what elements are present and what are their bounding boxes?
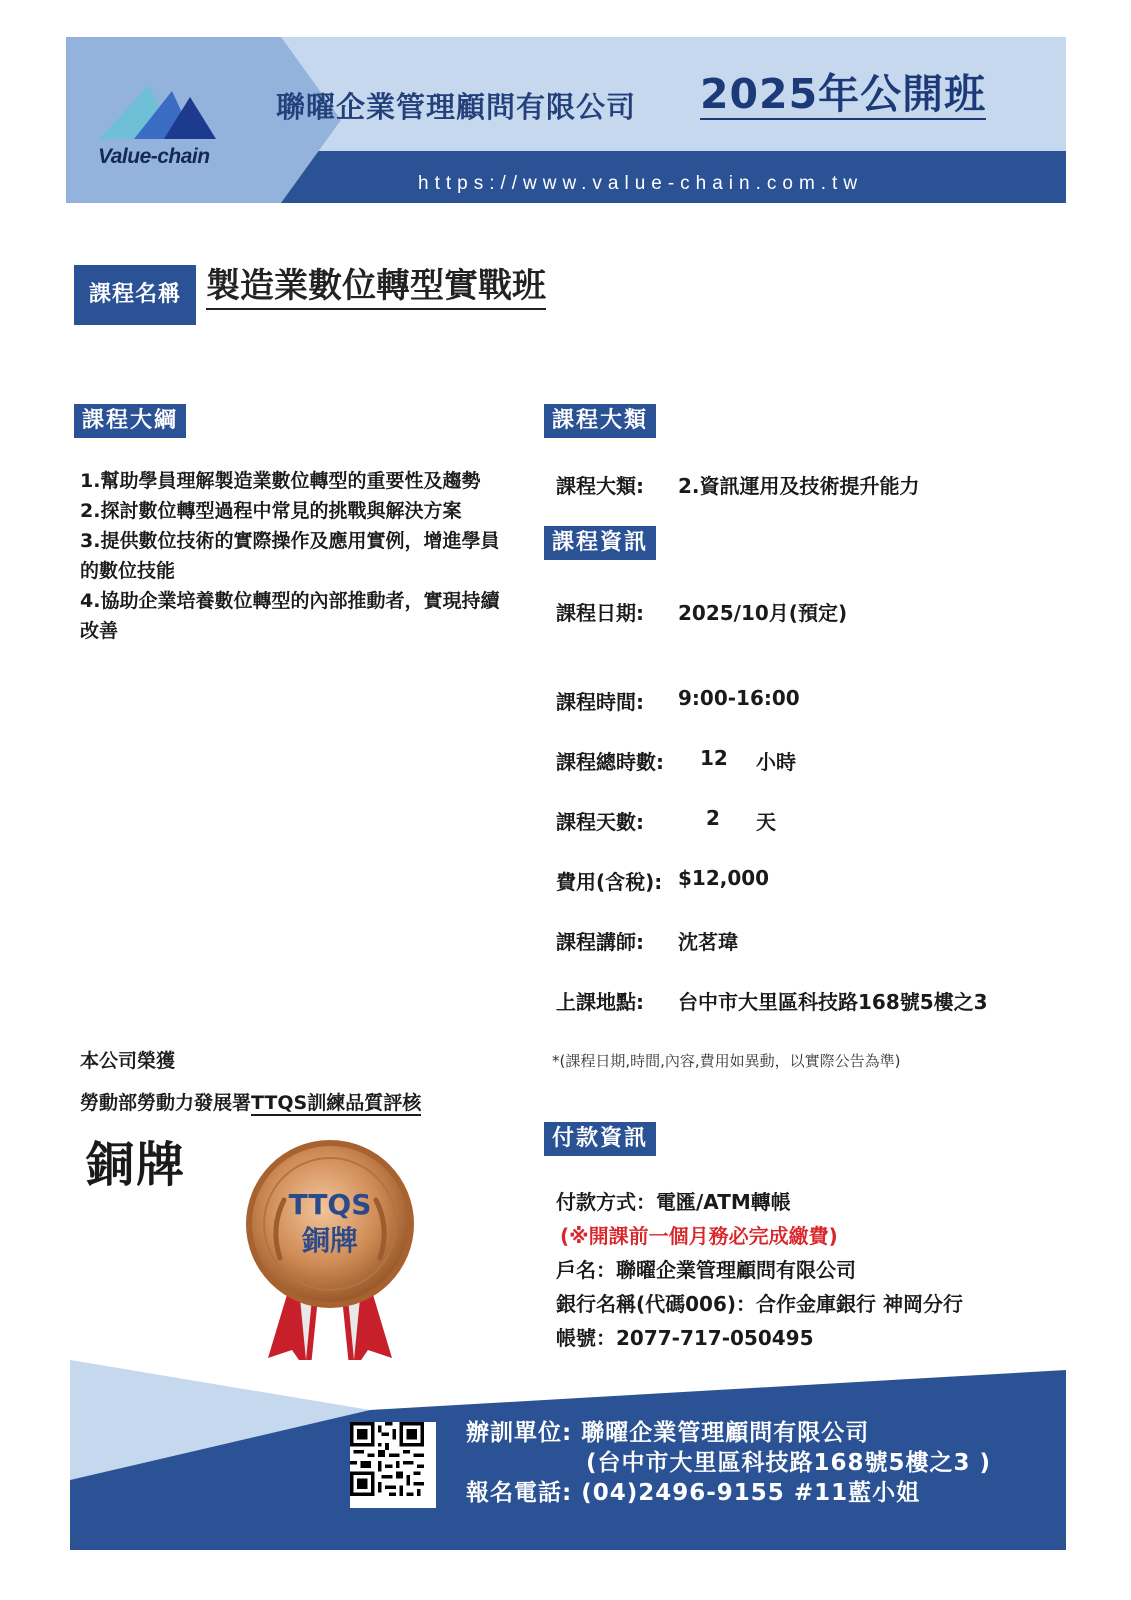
location-row — [556, 986, 988, 1015]
location-key: 上課地點: — [556, 990, 644, 1014]
days-row — [556, 806, 776, 835]
time-row — [556, 686, 800, 715]
logo-text: Value-chain — [98, 145, 210, 168]
hours-row — [556, 746, 796, 775]
course-name-label: 課程名稱 — [74, 265, 196, 325]
date-value: 2025/10月(預定) — [678, 601, 848, 625]
teacher-value: 沈茗瑋 — [678, 930, 738, 954]
honor-line1: 本公司榮獲 — [80, 1050, 176, 1072]
medal-line1: TTQS — [288, 1188, 372, 1221]
teacher-key: 課程講師: — [556, 930, 644, 954]
header-banner — [66, 37, 1066, 203]
website-url[interactable]: https://www.value-chain.com.tw — [418, 173, 864, 194]
footer-organizer: 辦訓單位: 聯曜企業管理顧問有限公司 — [466, 1420, 870, 1446]
date-row — [556, 597, 848, 626]
value-chain-logo-icon — [94, 77, 224, 143]
payment-method: 付款方式：電匯/ATM轉帳 — [556, 1190, 791, 1214]
days-value: 2 — [706, 806, 720, 830]
category-tag: 課程大類 — [544, 404, 656, 438]
category-value: 2.資訊運用及技術提升能力 — [678, 474, 920, 498]
days-unit: 天 — [756, 810, 776, 834]
outline-list — [80, 466, 510, 646]
location-value: 台中市大里區科技路168號5樓之3 — [678, 990, 988, 1014]
year-title: 2025年公開班 — [700, 71, 986, 120]
fee-key: 費用(含稅): — [556, 870, 663, 894]
honor-line2 — [80, 1088, 421, 1115]
hours-value: 12 — [700, 746, 728, 770]
time-key: 課程時間: — [556, 690, 644, 714]
account-name: 戶名：聯曜企業管理顧問有限公司 — [556, 1258, 856, 1282]
teacher-row — [556, 926, 738, 955]
time-value: 9:00-16:00 — [678, 686, 800, 710]
disclaimer-note: *(課程日期,時間,內容,費用如異動，以實際公告為準) — [552, 1052, 901, 1070]
footer-address: (台中市大里區科技路168號5樓之3 ) — [586, 1450, 992, 1476]
payment-warning: (※開課前一個月務必完成繳費) — [560, 1224, 838, 1248]
outline-item: 1.幫助學員理解製造業數位轉型的重要性及趨勢 — [80, 470, 481, 492]
bronze-title: 銅牌 — [86, 1137, 187, 1193]
company-name: 聯曜企業管理顧問有限公司 — [276, 90, 637, 124]
outline-tag: 課程大綱 — [74, 404, 186, 438]
days-key: 課程天數: — [556, 810, 644, 834]
hours-unit: 小時 — [756, 750, 796, 774]
footer-banner — [70, 1360, 1066, 1550]
account-number: 帳號：2077-717-050495 — [556, 1326, 814, 1350]
outline-item: 4.協助企業培養數位轉型的內部推動者，實現持續改善 — [80, 590, 500, 642]
footer-phone[interactable]: 報名電話: (04)2496-9155 #11藍小姐 — [466, 1480, 921, 1506]
date-key: 課程日期: — [556, 601, 644, 625]
bank-name: 銀行名稱(代碼006)：合作金庫銀行 神岡分行 — [556, 1292, 963, 1316]
outline-item: 3.提供數位技術的實際操作及應用實例，增進學員的數位技能 — [80, 530, 500, 582]
course-title: 製造業數位轉型實戰班 — [206, 266, 546, 310]
qr-code-icon[interactable] — [350, 1422, 436, 1508]
info-tag: 課程資訊 — [544, 526, 656, 560]
fee-row — [556, 866, 770, 895]
ttqs-bronze-medal-icon — [240, 1138, 420, 1383]
honor-ttqs: TTQS訓練品質評核 — [251, 1092, 422, 1114]
payment-tag: 付款資訊 — [544, 1122, 656, 1156]
category-row — [556, 470, 920, 499]
hours-key: 課程總時數: — [556, 750, 664, 774]
outline-item: 2.探討數位轉型過程中常見的挑戰與解決方案 — [80, 500, 462, 522]
fee-value: $12,000 — [678, 866, 770, 890]
honor-prefix: 勞動部勞動力發展署 — [80, 1092, 252, 1114]
category-key: 課程大類: — [556, 474, 644, 498]
medal-line2: 銅牌 — [301, 1224, 359, 1257]
